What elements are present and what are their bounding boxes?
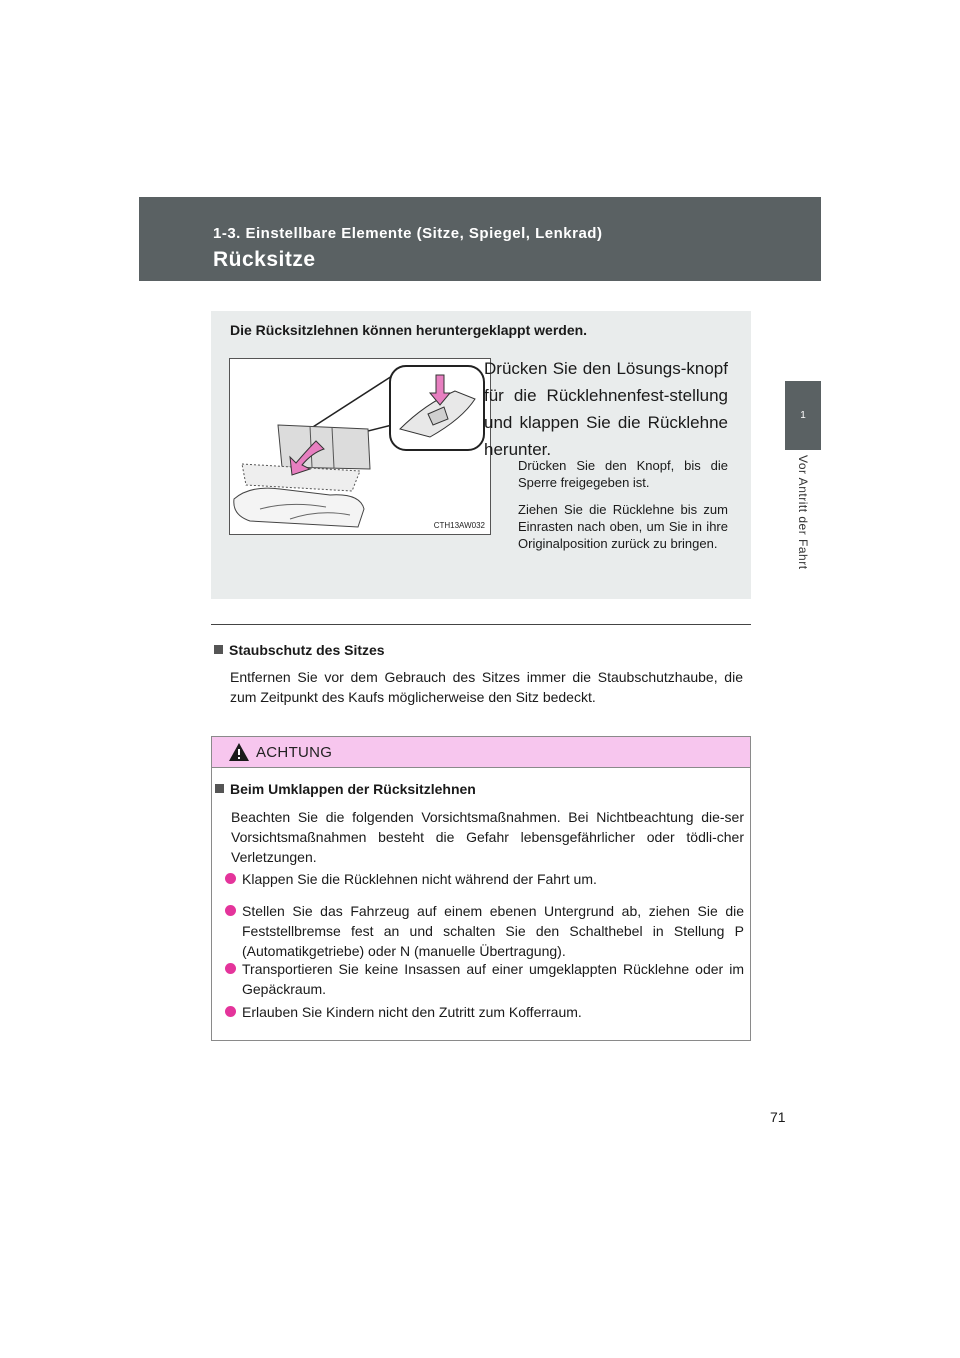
- warning-bullet: [225, 959, 744, 999]
- rear-seat-fold-illustration: [230, 359, 490, 534]
- warning-label: ACHTUNG: [256, 744, 333, 761]
- warning-subheading: [215, 781, 476, 797]
- seat-illustration: [229, 358, 491, 535]
- warning-bullet: [225, 1002, 744, 1022]
- chapter-header: [139, 197, 821, 281]
- bullet-dot-icon: [225, 963, 236, 974]
- warning-intro: Beachten Sie die folgenden Vorsichtsmaßnahmen. Bei Nichtbeachtung die-ser Vorsichtsmaßnahmen besteht die Gefahr lebensgefährlicher oder tödli-cher Verletzungen.: [231, 809, 744, 865]
- warning-bullet-text: Klappen Sie die Rücklehnen nicht während der Fahrt um.: [242, 871, 597, 887]
- intro-box: [211, 311, 751, 599]
- section-title: 1-3. Einstellbare Elemente (Sitze, Spiegel, Lenkrad): [213, 225, 603, 242]
- note-heading: [214, 642, 385, 658]
- bullet-dot-icon: [225, 905, 236, 916]
- chapter-tab-label: Vor Antritt der Fahrt: [796, 455, 810, 570]
- warning-bullet-text: Stellen Sie das Fahrzeug auf einem ebenen Untergrund ab, ziehen Sie die Feststellbremse fest an und schalten Sie den Schalthebel in Stellung P (Automatikgetriebe) oder N (manuelle Übertragung).: [242, 903, 744, 959]
- page-number: 71: [770, 1109, 786, 1125]
- warning-bullet: [225, 869, 744, 889]
- warning-bullet-text: Erlauben Sie Kindern nicht den Zutritt zum Kofferraum.: [242, 1004, 582, 1020]
- warning-bullet: [225, 901, 744, 961]
- warning-subheading-text: Beim Umklappen der Rücksitzlehnen: [230, 781, 476, 797]
- square-bullet-icon: [214, 645, 223, 654]
- page-title: Rücksitze: [213, 248, 316, 271]
- square-bullet-icon: [215, 784, 224, 793]
- note-heading-text: Staubschutz des Sitzes: [229, 642, 385, 658]
- bullet-dot-icon: [225, 1006, 236, 1017]
- divider: [211, 624, 751, 625]
- sub-step-2: Ziehen Sie die Rücklehne bis zum Einrasten nach oben, um Sie in ihre Originalposition zurück zu bringen.: [518, 502, 728, 551]
- warning-triangle-icon: [228, 742, 250, 762]
- main-step-text: Drücken Sie den Lösungs-knopf für die Rücklehnenfest-stellung und klappen Sie die Rücklehne herunter.: [484, 359, 728, 459]
- sub-step-1: Drücken Sie den Knopf, bis die Sperre freigegeben ist.: [518, 458, 728, 490]
- chapter-tab: 1: [785, 381, 821, 450]
- figure-code: CTH13AW032: [433, 521, 485, 530]
- warning-bullet-text: Transportieren Sie keine Insassen auf einer umgeklappten Rücklehne oder im Gepäckraum.: [242, 961, 744, 997]
- intro-heading: Die Rücksitzlehnen können heruntergeklappt werden.: [230, 322, 588, 338]
- warning-box: [211, 736, 751, 1041]
- note-body: Entfernen Sie vor dem Gebrauch des Sitzes immer die Staubschutzhaube, die zum Zeitpunkt des Kaufs möglicherweise den Sitz bedeckt.: [230, 669, 743, 705]
- bullet-dot-icon: [225, 873, 236, 884]
- warning-header: [212, 737, 750, 768]
